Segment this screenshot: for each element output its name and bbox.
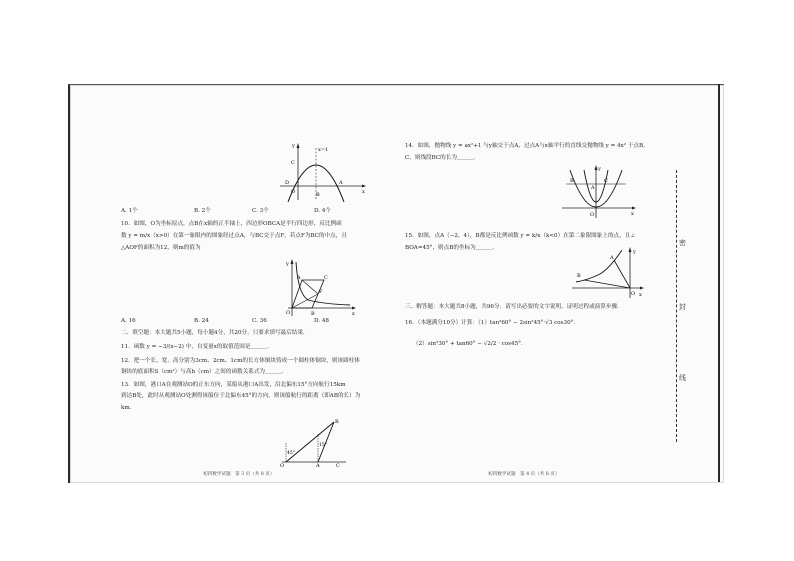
svg-text:y: y: [633, 249, 636, 255]
binding-char-1: 密: [679, 239, 686, 247]
right-page-footer: 初四数学试题 第 4 页（共 8 页）: [488, 472, 560, 477]
svg-text:y: y: [292, 143, 295, 149]
segment-ab: [318, 422, 334, 462]
svg-text:x: x: [631, 211, 634, 217]
svg-text:C: C: [324, 275, 328, 281]
q15-text-line1: 15．如图，点A（−2，4），B都是反比例函数 y = k/x（k<0）在第二象限图象上的点，且∠: [405, 233, 636, 239]
svg-text:O: O: [280, 463, 285, 468]
q10-figure: [278, 258, 358, 318]
svg-text:B: B: [570, 178, 574, 184]
q15-text-line2: BOA=45°，则点B的坐标为＿＿＿．: [405, 245, 499, 251]
section-3-heading: 三、解答题：本大题共8小题，共96分．请写出必要的文字说明、证明过程或演算步骤．: [405, 304, 623, 310]
svg-text:A: A: [591, 185, 595, 191]
q9-option-a: A. 1个: [121, 208, 138, 214]
segment-ob: [286, 422, 334, 462]
q13-text-line1: 13．如图，港口A在观测站O的正东方向，某船从港口A出发，沿北偏东15°方向航行15km: [121, 382, 346, 388]
section-2-heading: 二、填空题：本大题共5小题，每小题4分，共20分，只要求填写最后结果．: [121, 330, 309, 336]
q11-text: 11．函数 y = −3/(x−2) 中，自变量x的取值范围是＿＿＿．: [121, 344, 273, 350]
q10-option-d: D. 48: [314, 318, 329, 324]
svg-text:F: F: [319, 289, 323, 295]
svg-text:C: C: [336, 463, 340, 468]
svg-text:D: D: [285, 180, 290, 186]
q16-text-line2: （2）sin²30° + tan60° − √2/2 · cos45°．: [413, 341, 527, 347]
svg-text:x: x: [352, 311, 355, 317]
svg-text:y: y: [598, 166, 601, 172]
q10-option-c: C. 36: [252, 318, 267, 324]
svg-text:A: A: [316, 463, 320, 468]
sheet-right-edge: [718, 84, 720, 482]
q14-text-line2: C，则线段BC的长为＿＿＿．: [405, 155, 480, 161]
svg-text:45°: 45°: [287, 451, 295, 456]
svg-text:A: A: [297, 275, 301, 281]
svg-text:B: B: [577, 273, 581, 279]
q13-figure: [278, 416, 350, 468]
q12-text-line1: 12．把一个长、宽、高分别为3cm、2cm、1cm的长方体铜块铸成一个圆柱体铜块，则该圆柱体: [121, 358, 360, 364]
svg-text:y: y: [286, 261, 289, 267]
svg-text:C: C: [291, 160, 295, 166]
q9-figure: [276, 140, 368, 204]
svg-text:A: A: [339, 180, 343, 186]
segment-oa: [614, 260, 630, 288]
q13-text-line2: 到达B处，此时从观测站O处测得该船位于北偏东45°的方向，则该船航行的距离（即AB的长）为: [121, 393, 361, 399]
segment-ob: [584, 280, 630, 288]
svg-text:A: A: [610, 255, 614, 261]
q16-text-line1: 16．（本题满分10分）计算：（1）tan²60° − 2sin²45°·√3 cos30°．: [405, 320, 580, 326]
svg-text:C: C: [604, 178, 608, 184]
q14-figure: [560, 164, 638, 220]
q13-text-line3: km.: [121, 405, 132, 411]
svg-text:B: B: [316, 192, 320, 198]
q9-option-b: B. 2个: [194, 208, 211, 214]
svg-text:x=1: x=1: [318, 147, 329, 153]
binding-char-3: 线: [679, 374, 686, 382]
q9-option-d: D. 4个: [314, 208, 331, 214]
q10-text-line3: △AOF的面积为12，则m的值为: [121, 245, 201, 251]
svg-text:O: O: [631, 291, 636, 297]
svg-text:B: B: [335, 419, 339, 425]
svg-text:O: O: [286, 310, 291, 316]
q12-text-line2: 铜块的底面积S（cm²）与高h（cm）之间的函数关系式为＿＿＿．: [121, 369, 288, 375]
svg-text:x: x: [362, 189, 365, 195]
q14-text-line1: 14．如图，抛物线 y = ax²+1 与y轴交于点A，过点A与x轴平行的直线交抛物线 y = 4x² 于点B,: [405, 143, 645, 149]
left-page-footer: 初四数学试题 第 3 页（共 8 页）: [203, 472, 275, 477]
q10-option-b: B. 24: [194, 318, 209, 324]
svg-text:O: O: [590, 212, 595, 218]
svg-text:x: x: [639, 292, 642, 298]
svg-text:15°: 15°: [319, 443, 327, 448]
binding-char-2: 封: [679, 303, 686, 311]
svg-text:O: O: [291, 189, 296, 195]
q9-option-c: C. 3个: [252, 208, 269, 214]
q10-text-line2: 数 y = m/x（x>0）在第一象限内的图象经过点A，与BC交于点F，若点F为BC的中点，且: [121, 233, 347, 239]
q10-text-line1: 10．如图，O为坐标原点，点B在x轴的正半轴上，四边形OBCA是平行四边形，反比例函: [121, 221, 342, 227]
q15-figure: [570, 246, 644, 300]
hyperbola-curve: [296, 262, 350, 305]
hyperbola-curve: [576, 250, 622, 282]
segment-af: [302, 280, 318, 294]
q10-option-a: A. 16: [121, 318, 136, 324]
svg-text:B: B: [311, 311, 315, 317]
